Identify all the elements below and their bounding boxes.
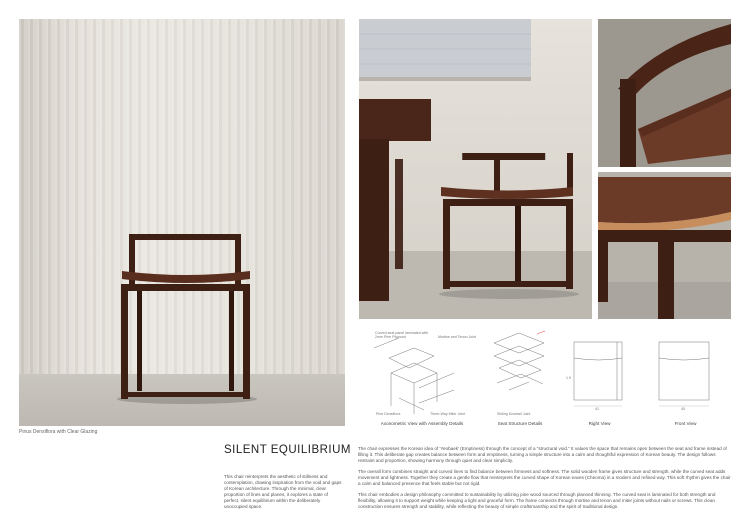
chair-photo-illustration <box>19 19 345 426</box>
room-scene-illustration <box>359 19 592 319</box>
right-view-dim-bottom: 41 <box>595 407 599 411</box>
front-view-dim-bottom: 45 <box>681 407 685 411</box>
right-view-label: Right View <box>588 421 611 426</box>
room-context-photo <box>359 19 592 319</box>
description-paragraph-1: The chair expresses the Korean idea of 'Yeobaek' (Emptiness) through the concept of a “structural void.” It values the space that remains open between the seat and frame instead of filling it. This deliberate gap creates balance between form and emptiness, turning a simple structure into a calm and thoughtful expression of Korean beauty. The design follows restraint and proportion, showing harmony through quiet and clear simplicity. <box>358 446 727 463</box>
right-view-dim-left: 1.9 <box>566 376 571 380</box>
axonometric-note-bottom-right: Three-Way Miter Joint <box>430 412 466 416</box>
axonometric-label: Axonometric View with Assembly Details <box>380 421 464 426</box>
axonometric-note-joint: Mortise and Tenon Joint <box>438 335 477 339</box>
axonometric-note-bottom-left: Pine Densiflora <box>376 412 401 416</box>
description-paragraph-2: The overall form combines straight and curved lines to find balance between firmness and softness. The solid wooden frame gives structure and strength, while the curved seat adds movement and lightness. Together they create a gentle flow that reinterprets the curved shape of Korean eaves (Cheoma) in a modern and refined way. This soft rhythm gives the chair a calm and balanced presence that feels stable but not rigid. <box>358 469 731 486</box>
intro-paragraph: This chair reinterprets the aesthetic of stillness and contemplation, drawing inspiration from the void and gaps of Korean architecture. Through the minimal, clear proportion of lines and planes, it explores a state of perfect, silent equilibrium within the deliberately unoccupied space. <box>224 474 342 509</box>
backrest-detail-illustration <box>598 19 731 167</box>
backrest-detail-photo <box>598 19 731 167</box>
axonometric-note-top: Curved seat panel laminated with 2mm Pine Plywood <box>375 331 429 339</box>
description-paragraph-3: This chair embodies a design philosophy committed to sustainability by utilizing pine wood sourced through planned thinning. The curved seat is laminated for both strength and flexibility, allowing it to support weight while keeping a light and graceful form. The frame connects through mortise and tenon and miter joints without nails or screws. This clean construction ensures strength and stability, while reflecting the beauty of simple craftsmanship and the spirit of traditional design. <box>358 492 716 509</box>
page-title: SILENT EQUILIBRIUM <box>224 444 352 456</box>
seat-detail-photo <box>598 172 731 319</box>
technical-drawings <box>359 328 734 420</box>
description-block <box>358 446 732 515</box>
seat-structure-note: Sliding Dovetail Joint <box>497 412 531 416</box>
main-product-photo <box>19 19 345 426</box>
seat-detail-illustration <box>598 172 731 319</box>
main-photo-caption: Pinus Densiflora with Clear Glazing <box>19 429 98 435</box>
front-view-label: Front View <box>674 421 697 426</box>
seat-structure-label: Seat Structure Details <box>497 421 543 426</box>
